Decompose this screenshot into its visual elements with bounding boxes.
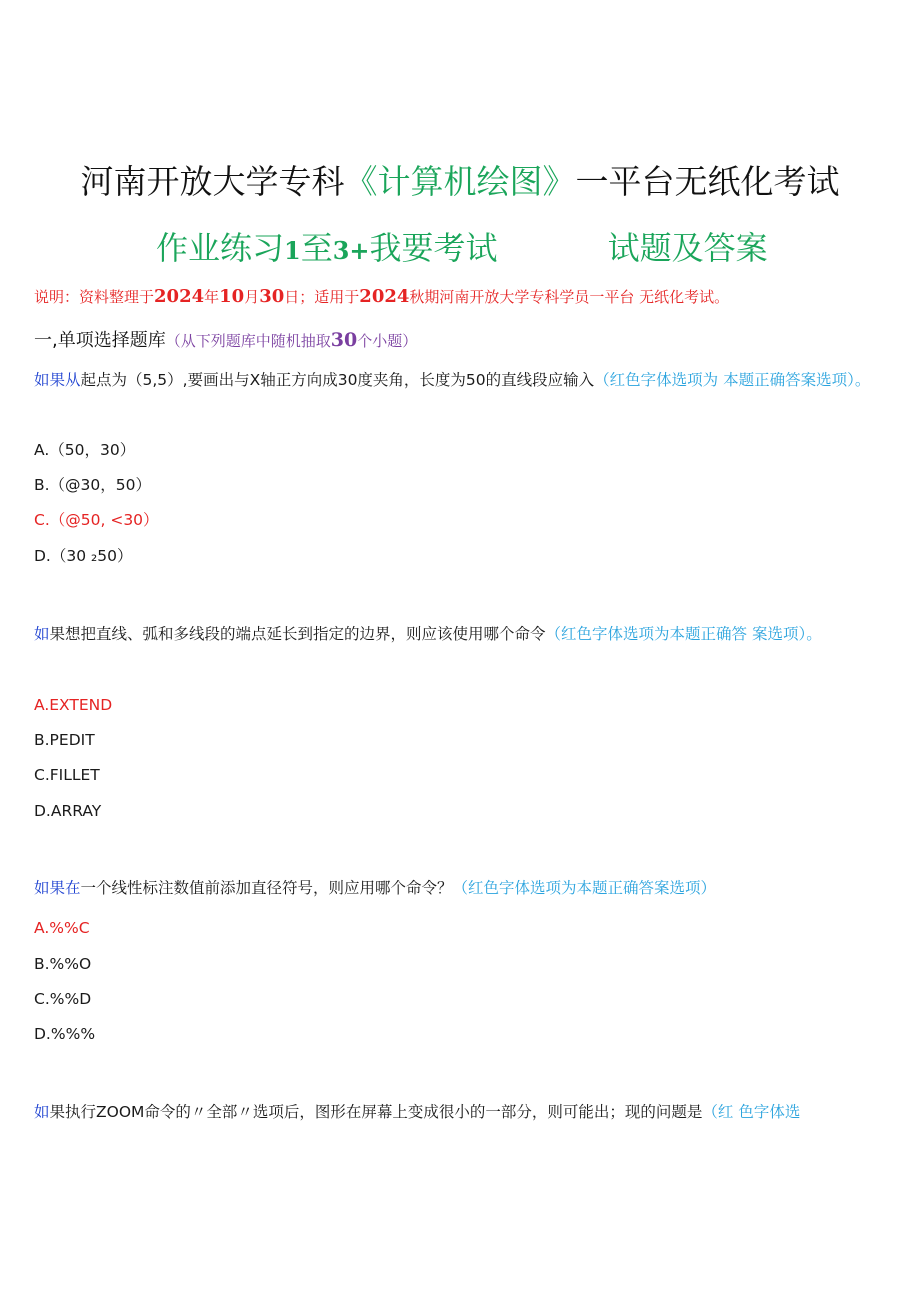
question-3 (34, 870, 884, 906)
subtitle-right: 试题及答案 (607, 229, 768, 267)
option-c: C.%%D (34, 990, 92, 1008)
note-year: 2024 (154, 286, 205, 307)
option-b: B.PEDIT (34, 731, 95, 749)
subtitle-part-c: 我要考试 (369, 229, 498, 267)
question-text: 起点为（5,5）,要画出与X轴正方向成30度夹角，长度为50的直线段应输入 (80, 371, 595, 389)
option-c-correct: C.（@50, <30） (34, 511, 159, 529)
question-text: 果想把直线、弧和多线段的端点延长到指定的边界，则应该使用哪个命令 (49, 625, 546, 643)
section-sub-number: 30 (330, 329, 358, 351)
note-prefix: 说明：资料整理于 (34, 288, 155, 306)
section-sub-pre: （从下列题库中随机抽取 (165, 332, 331, 350)
title-exam-type: 一平台无纸化考试 (575, 162, 840, 201)
question-hint: （红色字体选项为本题正确答案选项） (452, 879, 717, 897)
option-d: D.%%% (34, 1025, 96, 1043)
question-hint: （红 色字体选 (702, 1103, 801, 1121)
document-subtitle (156, 226, 768, 273)
question-4 (34, 1094, 884, 1130)
question-lead: 如 (34, 1103, 50, 1121)
option-d: D.（30 ₂50） (34, 547, 133, 565)
section-heading (34, 326, 417, 355)
option-d: D.ARRAY (34, 802, 102, 820)
document-note (34, 284, 729, 310)
subtitle-number-1: 1 (284, 236, 301, 265)
question-hint: （红色字体选项为 本题正确答案选项）。 (594, 371, 871, 389)
option-a: A.（50，30） (34, 441, 136, 459)
subtitle-number-2: 3+ (332, 236, 370, 265)
note-month: 10 (219, 286, 245, 307)
option-a-correct: A.EXTEND (34, 696, 113, 714)
question-2 (34, 616, 884, 652)
section-title: 一,单项选择题库 (34, 330, 166, 351)
subtitle-part-b: 至 (300, 229, 333, 267)
subtitle-part-a: 作业练习 (156, 229, 285, 267)
title-institution: 河南开放大学专科 (80, 162, 345, 201)
option-c: C.FILLET (34, 766, 100, 784)
question-text: 果执行ZOOM命令的〃全部〃选项后，图形在屏幕上变成很小的一部分，则可能出；现的问题是 (49, 1103, 703, 1121)
option-b: B.（@30，50） (34, 476, 152, 494)
title-course: 《计算机绘图》 (344, 162, 576, 201)
question-lead: 如 (34, 625, 50, 643)
note-suffix: 秋期河南开放大学专科学员一平台 无纸化考试。 (409, 288, 730, 306)
question-hint: （红色字体选项为本题正确答 案选项）。 (545, 625, 822, 643)
note-mid: 日；适用于 (284, 288, 360, 306)
document-title (0, 160, 920, 204)
option-b: B.%%O (34, 955, 92, 973)
question-lead: 如果在 (34, 879, 81, 897)
question-lead: 如果从 (34, 371, 81, 389)
note-term-year: 2024 (359, 286, 410, 307)
note-month-unit: 月 (244, 288, 260, 306)
question-text: 一个线性标注数值前添加直径符号，则应用哪个命令？ (80, 879, 453, 897)
section-sub-post: 个小题） (357, 332, 418, 350)
question-1 (34, 362, 884, 398)
section-subtitle (165, 329, 418, 351)
note-day: 30 (259, 286, 285, 307)
note-year-unit: 年 (204, 288, 220, 306)
option-a-correct: A.%%C (34, 919, 90, 937)
